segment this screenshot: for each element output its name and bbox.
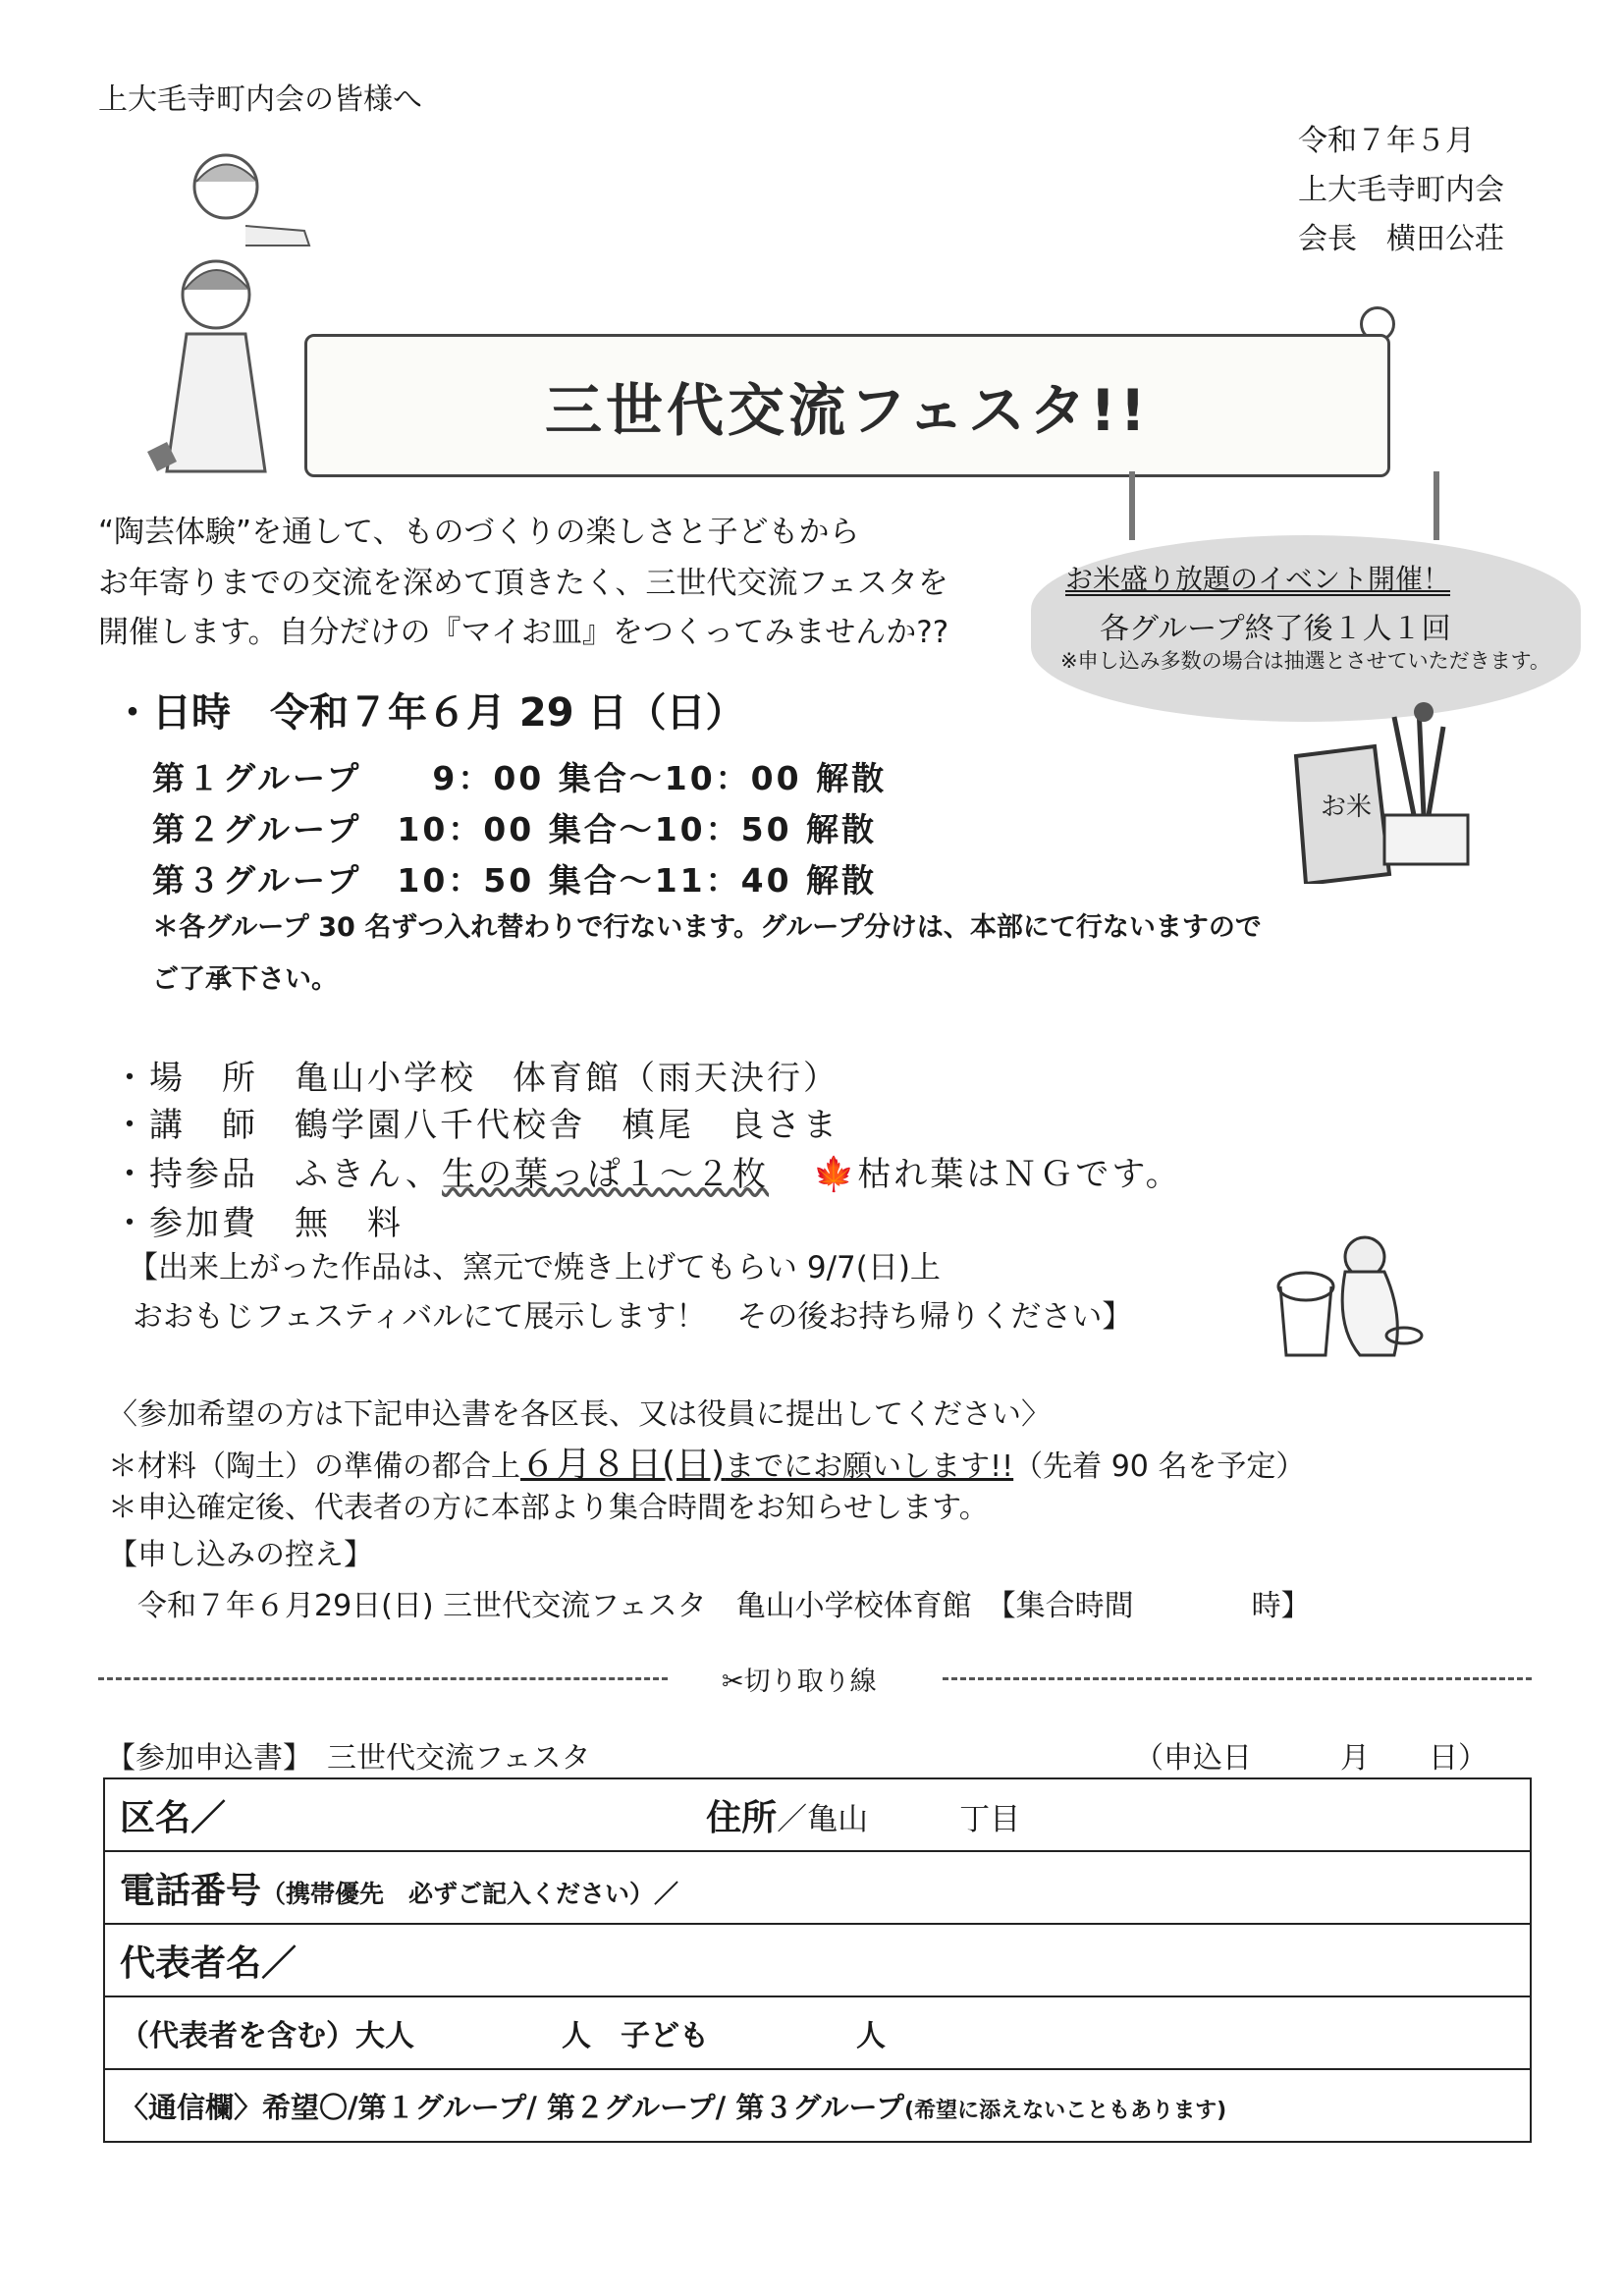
group-1-time: 第１グループ 9：00 集合～10：00 解散 <box>152 759 888 797</box>
form-row-phone <box>104 1851 1531 1924</box>
apply-line-3: ＊申込確定後、代表者の方に本部より集合時間をお知らせします。 <box>108 1491 989 1525</box>
group-preference-label: 〈通信欄〉希望〇/第１グループ/ 第２グループ/ 第３グループ <box>120 2090 905 2124</box>
rice-event-title: お米盛り放題のイベント開催！ <box>1065 563 1451 595</box>
participant-count-label: （代表者を含む）大人 人 子ども 人 <box>120 2019 886 2053</box>
form-row-district <box>104 1778 1531 1851</box>
bring-warning: 枯れ葉はＮＧです。 <box>857 1155 1182 1194</box>
maple-leaf-icon: 🍁 <box>813 1155 858 1194</box>
frog-potter-illustration <box>1267 1228 1424 1370</box>
rice-bag-icon <box>1276 697 1473 884</box>
form-heading: 【参加申込書】 三世代交流フェスタ <box>106 1741 591 1776</box>
group-2-time: 第２グループ 10：00 集合～10：50 解散 <box>152 810 878 848</box>
schedule-note-2: ご了承下さい。 <box>152 964 338 995</box>
detail-lecturer: ・講 師 鶴学園八千代校舎 槙尾 良さま <box>113 1106 839 1145</box>
form-date-field: （申込日 月 日） <box>1134 1741 1488 1776</box>
sign-pole-left <box>1129 471 1135 540</box>
title-banner <box>304 334 1390 477</box>
sign-pole-right <box>1434 471 1439 540</box>
rice-bag-label: お米 <box>1321 793 1373 822</box>
exhibit-line-2: おおもじフェスティバルにて展示します！ その後お持ち帰りください】 <box>133 1299 1133 1335</box>
detail-fee: ・参加費 無 料 <box>113 1204 404 1243</box>
group-preference-note: (希望に添えないこともあります) <box>904 2098 1227 2123</box>
communication-field[interactable] <box>104 2069 1531 2142</box>
deadline-request: までにお願いします!! <box>725 1449 1014 1484</box>
application-form <box>103 1777 1532 2143</box>
issue-date: 令和７年５月 <box>1298 124 1475 158</box>
bring-leaves: 生の葉っぱ１～２枚 <box>442 1155 770 1194</box>
intro-line-3: 開催します。自分だけの『マイお皿』をつくってみませんか?? <box>98 615 949 650</box>
detail-bring <box>113 1147 1182 1195</box>
stub-line: 令和７年６月29日(日) 三世代交流フェスタ 亀山小学校体育館 【集合時間 時】 <box>137 1589 1311 1623</box>
intro-line-2: お年寄りまでの交流を深めて頂きたく、三世代交流フェスタを <box>98 566 948 601</box>
rice-event-line: 各グループ終了後１人１回 <box>1100 612 1451 646</box>
form-row-representative <box>104 1924 1531 1996</box>
bring-prefix: ・持参品 ふきん、 <box>113 1155 443 1194</box>
deadline-date: ６月８日(日) <box>520 1445 726 1485</box>
schedule-heading: ・日時 令和７年６月 29 日（日） <box>113 690 745 736</box>
representative-field[interactable] <box>104 1924 1531 1996</box>
rice-event-note: ※申し込み多数の場合は抽選とさせていただきます。 <box>1060 649 1550 673</box>
exhibit-line-1: 【出来上がった作品は、窯元で焼き上げてもらい 9/7(日)上 <box>128 1250 941 1285</box>
district-field[interactable] <box>104 1778 1531 1851</box>
form-row-communication <box>104 2069 1531 2142</box>
stub-heading: 【申し込みの控え】 <box>108 1538 373 1572</box>
detail-place: ・場 所 亀山小学校 体育館（雨天決行） <box>113 1059 839 1098</box>
schedule-note-1: ＊各グループ 30 名ずつ入れ替わりで行ないます。グループ分けは、本部にて行ないますので <box>152 912 1262 943</box>
apply-line-2-prefix: ＊材料（陶土）の準備の都合上 <box>108 1449 520 1484</box>
cut-line-left <box>98 1677 668 1680</box>
cut-line-right <box>943 1677 1532 1680</box>
representative-label: 代表者名／ <box>120 1942 298 1984</box>
phone-note: （携帯優先 必ずご記入ください）／ <box>261 1879 679 1908</box>
phone-label: 電話番号 <box>120 1870 262 1911</box>
chairperson: 会長 横田公荘 <box>1298 222 1504 256</box>
apply-line-1: 〈参加希望の方は下記申込書を各区長、又は役員に提出してください〉 <box>108 1397 1051 1432</box>
group-3-time: 第３グループ 10：50 集合～11：40 解散 <box>152 861 878 900</box>
first-come-note: （先着 90 名を予定） <box>1013 1449 1306 1484</box>
issuing-org: 上大毛寺町内会 <box>1298 173 1504 207</box>
children-illustration <box>147 147 319 481</box>
apply-line-2 <box>108 1437 1305 1487</box>
participant-count-field[interactable] <box>104 1996 1531 2069</box>
event-title: 三世代交流フェスタ!! <box>544 377 1150 444</box>
phone-field[interactable] <box>104 1851 1531 1924</box>
district-label: 区名／ <box>120 1797 227 1838</box>
cut-line-label: ✂切り取り線 <box>722 1667 877 1697</box>
intro-line-1: “陶芸体験”を通して、ものづくりの楽しさと子どもから <box>98 515 860 550</box>
addressee: 上大毛寺町内会の皆様へ <box>98 82 422 117</box>
address-label: 住所 <box>706 1797 778 1838</box>
address-value: ／亀山 丁目 <box>777 1801 1021 1837</box>
form-row-count <box>104 1996 1531 2069</box>
